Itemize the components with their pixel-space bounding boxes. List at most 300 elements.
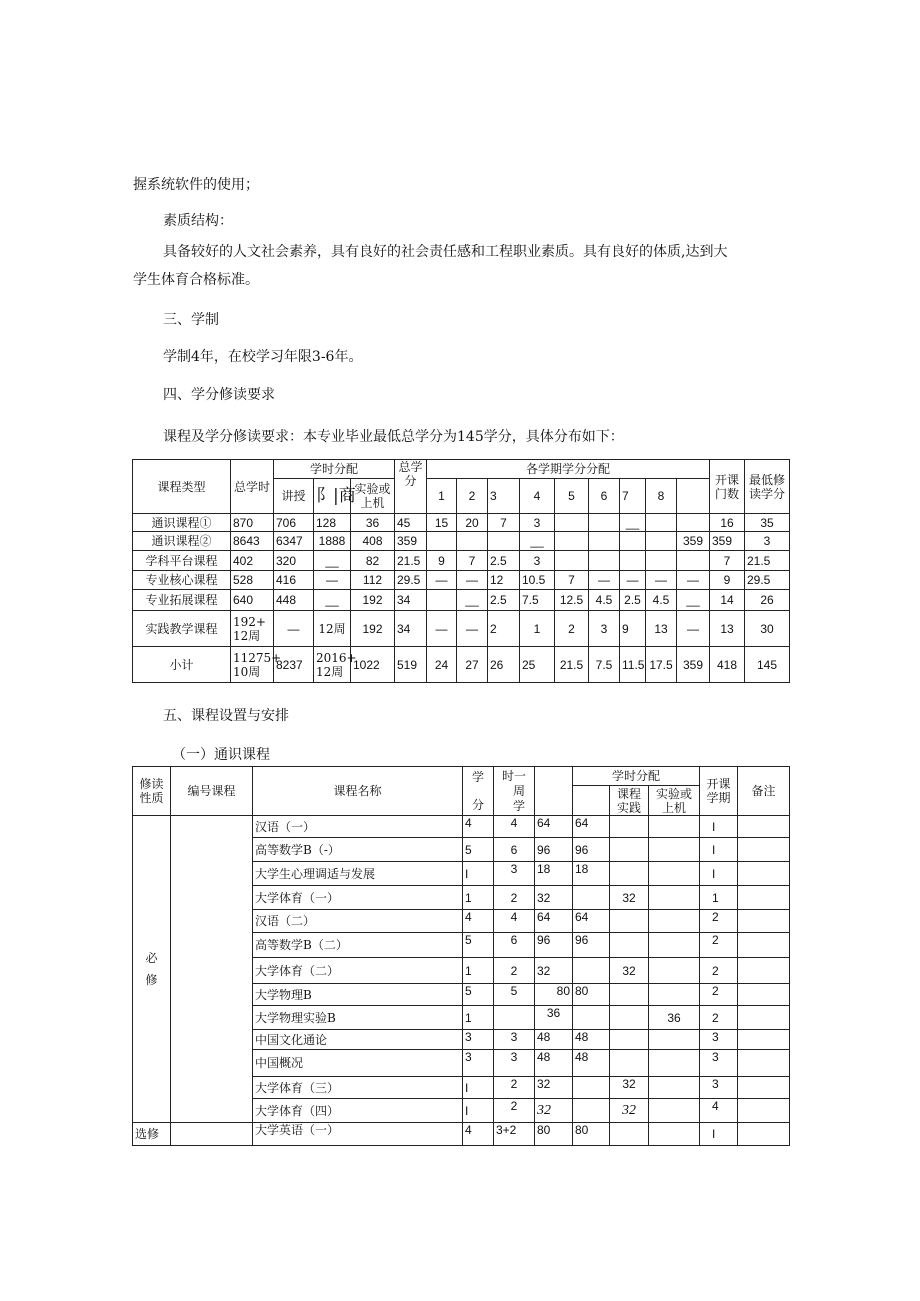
cell-term (646, 532, 677, 551)
cell-practice (610, 933, 649, 958)
cell-practice: 32 (610, 1077, 649, 1099)
cell-term: 3 (700, 1030, 738, 1050)
cell-total: 80 (535, 984, 573, 1006)
cell-credits: 45 (395, 514, 427, 532)
cell-credits: 29.5 (395, 571, 427, 590)
cell-week: 3 (494, 862, 535, 886)
paragraph-line-4: 学生体育合格标准。 (133, 272, 259, 288)
nature-required-bottom: 修 (145, 973, 158, 987)
cell-total: 11275+ 10周 (231, 647, 274, 683)
cell-term: I (700, 838, 738, 862)
cell-lab: 36 (649, 1006, 700, 1030)
cell-practice (610, 862, 649, 886)
cell-lecture: 96 (573, 838, 610, 862)
cell-practice (610, 1050, 649, 1077)
cell-total: 64 (535, 816, 573, 838)
cell-course-name: 大学物理B (253, 984, 463, 1006)
cell-lab (649, 816, 700, 838)
cell-type: 专业核心课程 (133, 571, 231, 590)
paragraph-credit-intro: 课程及学分修读要求：本专业毕业最低总学分为145学分，具体分布如下： (163, 429, 624, 445)
cell-credit: I (463, 862, 494, 886)
cell-practice (610, 984, 649, 1006)
credit-summary-table (132, 459, 790, 683)
cell-course-name: 中国概况 (253, 1050, 463, 1077)
cell-misc: __ (314, 590, 351, 611)
cell-term: — (427, 611, 457, 647)
cell-term: — (457, 571, 488, 590)
cell-min: 21.5 (745, 551, 790, 571)
header-course-count: 开课门数 (710, 460, 745, 514)
cell-term (457, 532, 488, 551)
cell-term: I (700, 862, 738, 886)
cell-note (738, 1030, 790, 1050)
cell-term (427, 590, 457, 611)
cell-min: 3 (745, 532, 790, 551)
header-week-hours-a: 时一 (501, 768, 526, 783)
cell-practice: 32 (610, 1099, 649, 1123)
cell-credit: 4 (463, 1123, 494, 1146)
cell-term: 3 (520, 551, 555, 571)
cell-term: 11.5 (620, 647, 646, 683)
cell-term (589, 551, 620, 571)
cell-lab (649, 933, 700, 958)
cell-note (738, 1077, 790, 1099)
cell-term (427, 532, 457, 551)
header-hours-dist: 学时分配 (573, 767, 700, 786)
cell-count: 13 (710, 611, 745, 647)
cell-credit: 1 (463, 1006, 494, 1030)
cell-term (620, 532, 646, 551)
cell-term: __ (457, 590, 488, 611)
cell-credit: 4 (463, 910, 494, 933)
cell-total: 48 (535, 1030, 573, 1050)
cell-min: 145 (745, 647, 790, 683)
cell-course-name: 大学生心理调适与发展 (253, 862, 463, 886)
cell-note (738, 1006, 790, 1030)
cell-type: 小计 (133, 647, 231, 683)
cell-total: 48 (535, 1050, 573, 1077)
nature-required-top: 必 (145, 951, 158, 965)
header-hours-dist: 学时分配 (274, 460, 395, 479)
cell-credit: 1 (463, 886, 494, 910)
header-lecture: 讲授 (274, 479, 314, 514)
cell-lab: 1022 (351, 647, 395, 683)
heading-schooling: 三、学制 (163, 312, 219, 328)
cell-note (738, 816, 790, 838)
cell-week: 5 (494, 984, 535, 1006)
cell-term: 24 (427, 647, 457, 683)
cell-lecture: — (274, 611, 314, 647)
header-term: 2 (457, 479, 488, 514)
general-courses-table (132, 766, 790, 1146)
cell-min: 35 (745, 514, 790, 532)
cell-credit: I (463, 1099, 494, 1123)
cell-misc: 128 (314, 514, 351, 532)
cell-term (555, 514, 589, 532)
cell-course-name: 大学体育（四） (253, 1099, 463, 1123)
cell-term: 26 (488, 647, 520, 683)
cell-lecture: 448 (274, 590, 314, 611)
cell-term: 1 (520, 611, 555, 647)
cell-note (738, 862, 790, 886)
table-row (133, 647, 790, 683)
cell-lecture: 80 (573, 984, 610, 1006)
cell-note (738, 1123, 790, 1146)
cell-term: 3 (700, 1050, 738, 1077)
cell-lecture: 18 (573, 862, 610, 886)
cell-term: 7.5 (520, 590, 555, 611)
cell-lecture: 8237 (274, 647, 314, 683)
cell-practice (610, 1030, 649, 1050)
cell-week: 3 (494, 1050, 535, 1077)
cell-note (738, 933, 790, 958)
cell-term: 20 (457, 514, 488, 532)
cell-credit: 5 (463, 984, 494, 1006)
cell-week: 6 (494, 838, 535, 862)
cell-practice: 32 (610, 886, 649, 910)
cell-total: 192+ 12周 (231, 611, 274, 647)
cell-practice (610, 910, 649, 933)
cell-total: 32 (535, 958, 573, 984)
cell-lab (649, 910, 700, 933)
cell-total: 96 (535, 933, 573, 958)
cell-term: __ (677, 590, 710, 611)
cell-term: 2 (700, 958, 738, 984)
cell-term: 9 (427, 551, 457, 571)
cell-note (738, 1050, 790, 1077)
table-row (133, 532, 790, 551)
cell-note (738, 984, 790, 1006)
cell-term: 9 (620, 611, 646, 647)
cell-term: __ (520, 532, 555, 551)
cell-lecture: 706 (274, 514, 314, 532)
cell-note (738, 1099, 790, 1123)
nature-elective: 选修 (133, 1123, 171, 1146)
cell-lecture: 64 (573, 816, 610, 838)
cell-count: 418 (710, 647, 745, 683)
cell-term (677, 551, 710, 571)
cell-total: 32 (535, 1099, 573, 1123)
header-course-name: 课程名称 (253, 767, 463, 816)
cell-count: 9 (710, 571, 745, 590)
cell-course-name: 汉语（二） (253, 910, 463, 933)
header-term (677, 479, 710, 514)
cell-lab (649, 1099, 700, 1123)
header-note: 备注 (738, 767, 790, 816)
cell-lecture (573, 1077, 610, 1099)
cell-lab: 192 (351, 611, 395, 647)
cell-total: 640 (231, 590, 274, 611)
cell-week (494, 1006, 535, 1030)
cell-type: 通识课程② (133, 532, 231, 551)
cell-lecture: 6347 (274, 532, 314, 551)
cell-term: — (677, 611, 710, 647)
cell-total: 32 (535, 886, 573, 910)
cell-total: 528 (231, 571, 274, 590)
header-week-hours-c: 学 (512, 798, 525, 813)
header-nature: 修读性质 (133, 767, 171, 816)
cell-total: 402 (231, 551, 274, 571)
cell-term: 3 (700, 1077, 738, 1099)
cell-term: — (589, 571, 620, 590)
cell-type: 学科平台课程 (133, 551, 231, 571)
cell-count: 7 (710, 551, 745, 571)
table-row (133, 816, 790, 838)
cell-week: 2 (494, 958, 535, 984)
cell-term: __ (620, 514, 646, 532)
paragraph-schooling: 学制4年，在校学习年限3-6年。 (163, 349, 363, 365)
cell-note (738, 958, 790, 984)
cell-term (646, 551, 677, 571)
header-total-hours: 总学时 (231, 460, 274, 514)
cell-credit: 4 (463, 816, 494, 838)
cell-lab (649, 958, 700, 984)
cell-type: 实践教学课程 (133, 611, 231, 647)
cell-min: 26 (745, 590, 790, 611)
cell-week: 2 (494, 1099, 535, 1123)
table-row (133, 514, 790, 532)
cell-term: 3 (520, 514, 555, 532)
cell-term: — (646, 571, 677, 590)
cell-term: 4.5 (646, 590, 677, 611)
cell-term: — (620, 571, 646, 590)
cell-misc: — (314, 571, 351, 590)
cell-practice (610, 816, 649, 838)
cell-min: 30 (745, 611, 790, 647)
cell-term: 2 (700, 933, 738, 958)
cell-course-name: 高等数学B（二） (253, 933, 463, 958)
table-row (133, 551, 790, 571)
header-total-credits: 总学分 (395, 460, 427, 514)
cell-practice: 32 (610, 958, 649, 984)
cell-term (555, 532, 589, 551)
cell-lab (649, 838, 700, 862)
cell-course-name: 高等数学B（-） (253, 838, 463, 862)
cell-lab (649, 1077, 700, 1099)
cell-week: 6 (494, 933, 535, 958)
cell-lecture (573, 1006, 610, 1030)
cell-misc: __ (314, 551, 351, 571)
cell-credit: 3 (463, 1050, 494, 1077)
cell-total: 870 (231, 514, 274, 532)
cell-term: 2.5 (620, 590, 646, 611)
cell-week: 2 (494, 886, 535, 910)
header-term: 3 (488, 479, 520, 514)
cell-term: 2 (555, 611, 589, 647)
cell-term (589, 532, 620, 551)
paragraph-line-3: 具备较好的人文社会素养，具有良好的社会责任感和工程职业素质。具有良好的体质,达到大 (163, 244, 728, 260)
cell-practice (610, 1006, 649, 1030)
table-row (133, 611, 790, 647)
cell-lab (649, 1030, 700, 1050)
heading-credit-req: 四、学分修读要求 (163, 387, 275, 403)
cell-credits: 359 (395, 532, 427, 551)
cell-term: 3 (589, 611, 620, 647)
cell-lecture (573, 958, 610, 984)
section-label-quality: 素质结构： (163, 213, 233, 229)
cell-term (555, 551, 589, 571)
cell-term: 7 (457, 551, 488, 571)
cell-lab (649, 1123, 700, 1146)
cell-term: I (700, 816, 738, 838)
cell-term: 27 (457, 647, 488, 683)
header-course-type: 课程类型 (133, 460, 231, 514)
cell-type: 通识课程① (133, 514, 231, 532)
cell-total: 18 (535, 862, 573, 886)
cell-min: 29.5 (745, 571, 790, 590)
cell-term: 7 (488, 514, 520, 532)
cell-count: 14 (710, 590, 745, 611)
cell-type: 专业拓展课程 (133, 590, 231, 611)
cell-term: — (457, 611, 488, 647)
cell-term: 4.5 (589, 590, 620, 611)
cell-lecture: 48 (573, 1050, 610, 1077)
header-term-dist: 各学期学分分配 (427, 460, 710, 479)
cell-term: 2 (700, 910, 738, 933)
cell-term: 21.5 (555, 647, 589, 683)
cell-note (738, 838, 790, 862)
cell-lecture (573, 1099, 610, 1123)
cell-credits: 34 (395, 611, 427, 647)
header-term: 开课学期 (700, 767, 738, 816)
cell-term (646, 514, 677, 532)
cell-term: 2 (700, 984, 738, 1006)
cell-term: 2 (488, 611, 520, 647)
cell-note (738, 886, 790, 910)
subheading-general: （一）通识课程 (172, 747, 270, 763)
table-row (133, 590, 790, 611)
header-term: 7 (620, 479, 646, 514)
cell-term (677, 514, 710, 532)
header-lab: 实验或上机 (649, 786, 700, 816)
cell-term: 2.5 (488, 590, 520, 611)
cell-note (738, 910, 790, 933)
header-term: 6 (589, 479, 620, 514)
cell-term: 12 (488, 571, 520, 590)
cell-lecture: 320 (274, 551, 314, 571)
cell-lab: 36 (351, 514, 395, 532)
cell-total: 8643 (231, 532, 274, 551)
cell-lecture: 416 (274, 571, 314, 590)
cell-term: I (700, 1123, 738, 1146)
header-week-hours-b: 周 (512, 783, 525, 798)
cell-credit: 3 (463, 1030, 494, 1050)
cell-week: 4 (494, 816, 535, 838)
cell-term (589, 514, 620, 532)
header-misc: 阝|商 (314, 479, 351, 514)
cell-total: 80 (535, 1123, 573, 1146)
cell-term: 359 (677, 532, 710, 551)
cell-course-name: 大学体育（一） (253, 886, 463, 910)
cell-term: 12.5 (555, 590, 589, 611)
cell-term: 1 (700, 886, 738, 910)
header-term: 1 (427, 479, 457, 514)
cell-credit: 1 (463, 958, 494, 984)
cell-count: 16 (710, 514, 745, 532)
heading-course-setup: 五、课程设置与安排 (163, 708, 289, 724)
cell-misc: 2016+ 12周 (314, 647, 351, 683)
cell-term: 2.5 (488, 551, 520, 571)
cell-total: 96 (535, 838, 573, 862)
cell-total: 36 (535, 1006, 573, 1030)
cell-course-name: 大学体育（二） (253, 958, 463, 984)
header-code: 编号课程 (171, 767, 253, 816)
header-term: 8 (646, 479, 677, 514)
cell-week: 3 (494, 1030, 535, 1050)
cell-course-name: 大学体育（三） (253, 1077, 463, 1099)
cell-term: — (427, 571, 457, 590)
cell-credit: I (463, 1077, 494, 1099)
cell-term: 7 (555, 571, 589, 590)
cell-course-name: 中国文化通论 (253, 1030, 463, 1050)
cell-lab (649, 886, 700, 910)
table-row (133, 571, 790, 590)
cell-lecture: 96 (573, 933, 610, 958)
cell-term: 25 (520, 647, 555, 683)
cell-count: 359 (710, 532, 745, 551)
cell-lab: 112 (351, 571, 395, 590)
cell-term: 15 (427, 514, 457, 532)
cell-lab: 82 (351, 551, 395, 571)
cell-term: 17.5 (646, 647, 677, 683)
cell-term: 7.5 (589, 647, 620, 683)
cell-lab: 192 (351, 590, 395, 611)
cell-term: 2 (700, 1006, 738, 1030)
cell-course-name: 大学物理实验B (253, 1006, 463, 1030)
cell-practice (610, 1123, 649, 1146)
cell-course-name: 大学英语（一） (253, 1123, 463, 1146)
cell-total: 64 (535, 910, 573, 933)
cell-course-name: 汉语（一） (253, 816, 463, 838)
header-min-credits: 最低修读学分 (745, 460, 790, 514)
cell-misc: 1888 (314, 532, 351, 551)
cell-lab: 408 (351, 532, 395, 551)
cell-credit: 5 (463, 933, 494, 958)
header-credit-top: 学 (471, 770, 484, 784)
cell-term: 10.5 (520, 571, 555, 590)
cell-week: 4 (494, 910, 535, 933)
cell-lab (649, 984, 700, 1006)
cell-week: 3+2 (494, 1123, 535, 1146)
cell-term: — (677, 571, 710, 590)
cell-practice (610, 838, 649, 862)
header-credit-bottom: 分 (471, 798, 484, 812)
paragraph-line-1: 握系统软件的使用； (133, 177, 259, 193)
cell-lecture: 80 (573, 1123, 610, 1146)
table-row (133, 1123, 790, 1146)
cell-lecture: 48 (573, 1030, 610, 1050)
cell-lecture (573, 886, 610, 910)
cell-term: 359 (677, 647, 710, 683)
cell-term (488, 532, 520, 551)
cell-misc: 12周 (314, 611, 351, 647)
cell-term (620, 551, 646, 571)
cell-term: 4 (700, 1099, 738, 1123)
cell-term: 13 (646, 611, 677, 647)
cell-credits: 34 (395, 590, 427, 611)
cell-lecture: 64 (573, 910, 610, 933)
cell-week: 2 (494, 1077, 535, 1099)
header-term: 4 (520, 479, 555, 514)
header-lab: 实验或上机 (351, 479, 395, 514)
cell-credits: 519 (395, 647, 427, 683)
cell-credit: 5 (463, 838, 494, 862)
cell-lab (649, 1050, 700, 1077)
cell-credits: 21.5 (395, 551, 427, 571)
cell-total: 32 (535, 1077, 573, 1099)
header-term: 5 (555, 479, 589, 514)
cell-lab (649, 862, 700, 886)
